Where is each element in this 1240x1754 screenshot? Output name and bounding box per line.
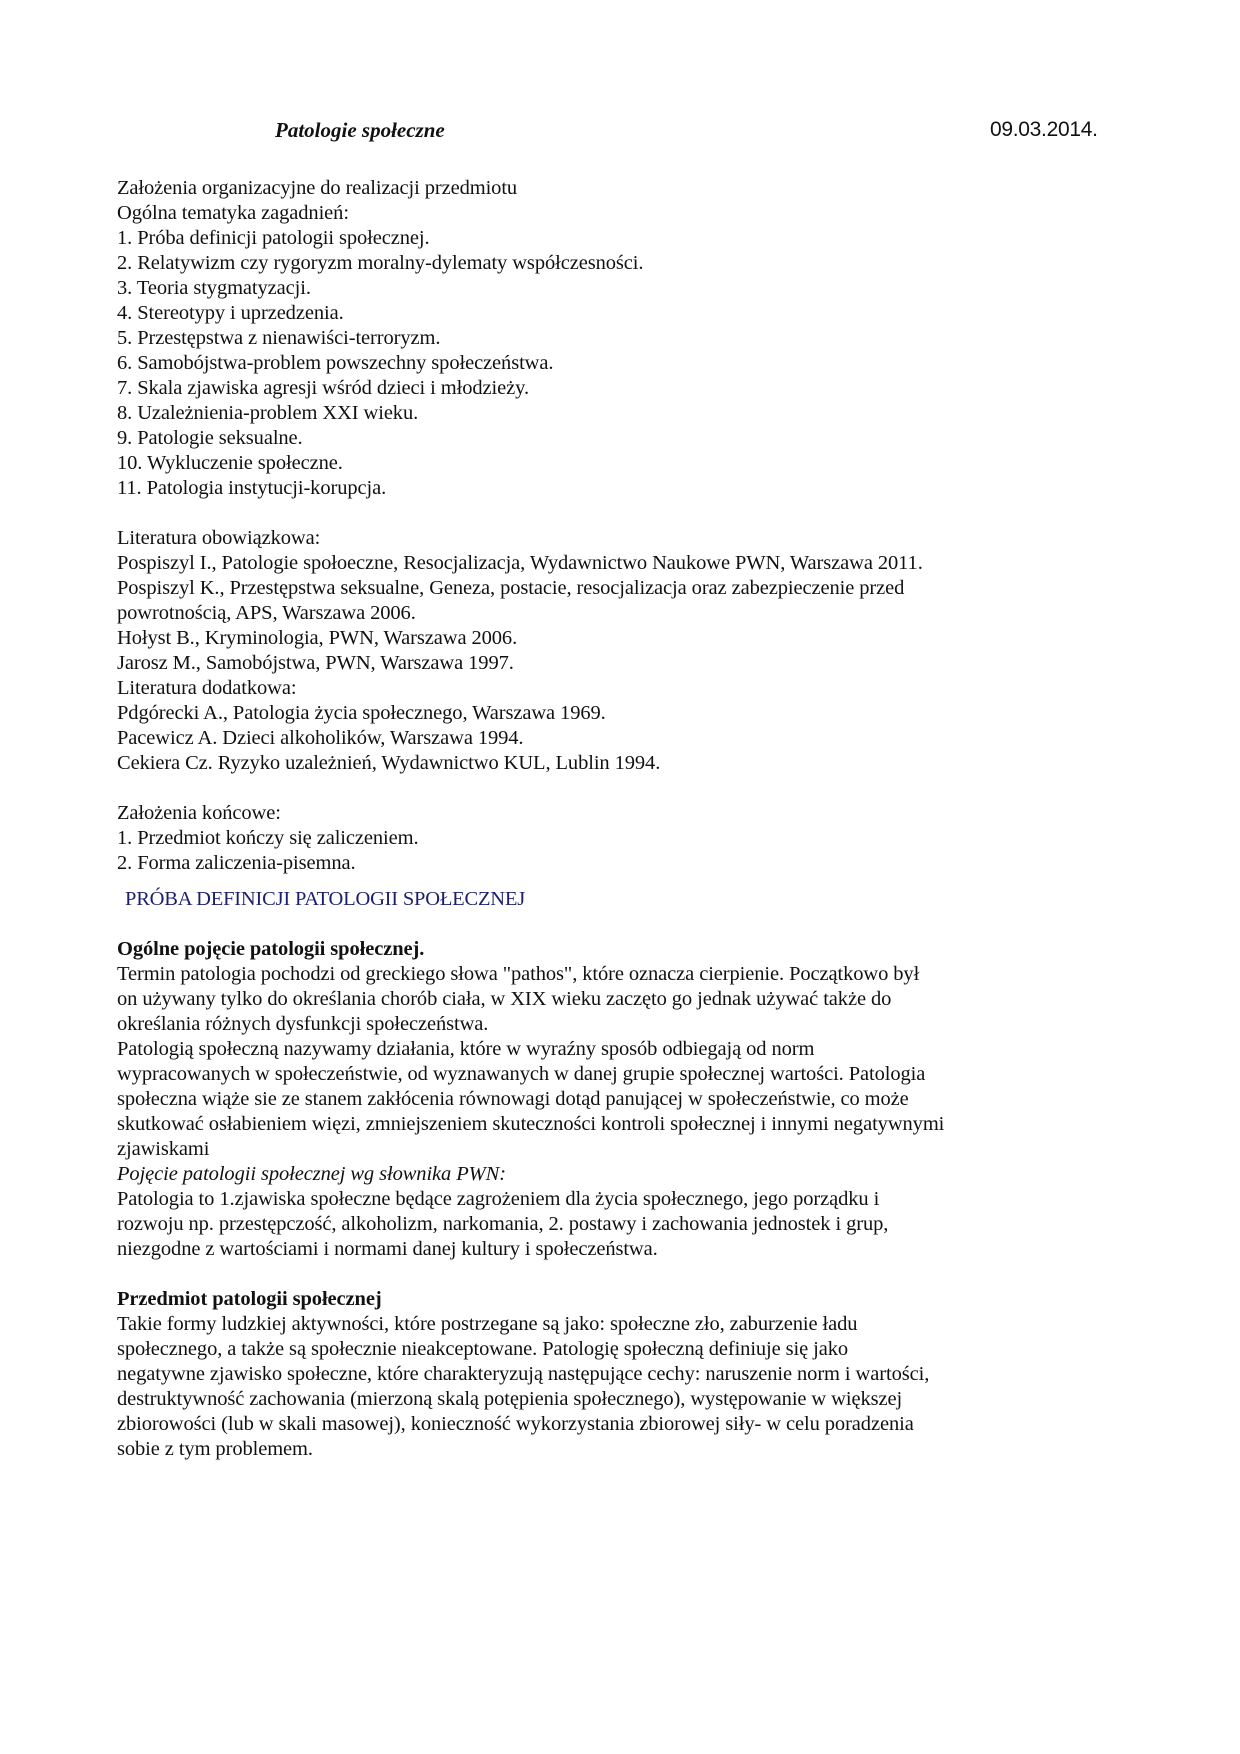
paragraph-line: negatywne zjawisko społeczne, które charakteryzują następujące cechy: naruszenie norm i wartości, [117, 1363, 930, 1385]
document-title: Patologie społeczne [275, 118, 445, 142]
paragraph-line: Termin patologia pochodzi od greckiego słowa "pathos", które oznacza cierpienie. Początkowo był [117, 963, 920, 985]
paragraph-line: rozwoju np. przestępczość, alkoholizm, narkomania, 2. postawy i zachowania jednostek i grup, [117, 1213, 889, 1235]
paragraph-line: skutkować osłabieniem więzi, zmniejszeniem skuteczności kontroli społecznej i innymi negatywnymi [117, 1113, 945, 1135]
pwn-definition-heading: Pojęcie patologii społecznej wg słownika PWN: [117, 1163, 506, 1185]
general-concept-heading: Ogólne pojęcie patologii społecznej. [117, 938, 425, 960]
list-item: powrotnością, APS, Warszawa 2006. [117, 602, 416, 624]
list-item: Pospiszyl I., Patologie społoeczne, Resocjalizacja, Wydawnictwo Naukowe PWN, Warszawa 2011. [117, 552, 923, 574]
paragraph-line: społecznego, a także są społecznie nieakceptowane. Patologię społeczną definiuje się jako [117, 1338, 849, 1360]
list-item: 8. Uzależnienia-problem XXI wieku. [117, 402, 419, 424]
list-item: 1. Próba definicji patologii społecznej. [117, 227, 430, 249]
list-item: 11. Patologia instytucji-korupcja. [117, 477, 387, 499]
list-item: 3. Teoria stygmatyzacji. [117, 277, 311, 299]
list-item: Jarosz M., Samobójstwa, PWN, Warszawa 1997. [117, 652, 514, 674]
list-item: 2. Relatywizm czy rygoryzm moralny-dylematy współczesności. [117, 252, 644, 274]
list-item: Hołyst B., Kryminologia, PWN, Warszawa 2006. [117, 627, 518, 649]
paragraph-line: określania różnych dysfunkcji społeczeństwa. [117, 1013, 489, 1035]
paragraph-line: on używany tylko do określania chorób ciała, w XIX wieku zaczęto go jednak używać także do [117, 988, 892, 1010]
list-item: 5. Przestępstwa z nienawiści-terroryzm. [117, 327, 441, 349]
additional-literature-heading: Literatura dodatkowa: [117, 677, 297, 699]
topics-heading: Ogólna tematyka zagadnień: [117, 202, 349, 224]
required-literature-heading: Literatura obowiązkowa: [117, 527, 321, 549]
document-date: 09.03.2014. [990, 118, 1098, 141]
paragraph-line: społeczna wiąże sie ze stanem zakłócenia równowagi dotąd panującej w społeczeństwie, co może [117, 1088, 909, 1110]
list-item: Pdgórecki A., Patologia życia społecznego, Warszawa 1969. [117, 702, 606, 724]
list-item: 2. Forma zaliczenia-pisemna. [117, 852, 356, 874]
paragraph-line: niezgodne z wartościami i normami danej kultury i społeczeństwa. [117, 1238, 658, 1260]
final-assumptions-heading: Założenia końcowe: [117, 802, 281, 824]
paragraph-line: zbiorowości (lub w skali masowej), konieczność wykorzystania zbiorowej siły- w celu poradzenia [117, 1413, 914, 1435]
list-item: 1. Przedmiot kończy się zaliczeniem. [117, 827, 419, 849]
list-item: Cekiera Cz. Ryzyko uzależnień, Wydawnictwo KUL, Lublin 1994. [117, 752, 661, 774]
paragraph-line: zjawiskami [117, 1138, 210, 1160]
paragraph-line: sobie z tym problemem. [117, 1438, 313, 1460]
list-item: 7. Skala zjawiska agresji wśród dzieci i młodzieży. [117, 377, 529, 399]
paragraph-line: Patologia to 1.zjawiska społeczne będące zagrożeniem dla życia społecznego, jego porządku i [117, 1188, 880, 1210]
list-item: Pacewicz A. Dzieci alkoholików, Warszawa 1994. [117, 727, 524, 749]
paragraph-line: Takie formy ludzkiej aktywności, które postrzegane są jako: społeczne zło, zaburzenie ładu [117, 1313, 858, 1335]
list-item: 9. Patologie seksualne. [117, 427, 303, 449]
list-item: 10. Wykluczenie społeczne. [117, 452, 343, 474]
subject-heading: Przedmiot patologii społecznej [117, 1288, 382, 1310]
organizational-assumptions: Założenia organizacyjne do realizacji przedmiotu [117, 177, 518, 199]
list-item: 6. Samobójstwa-problem powszechny społeczeństwa. [117, 352, 554, 374]
list-item: 4. Stereotypy i uprzedzenia. [117, 302, 344, 324]
paragraph-line: destruktywność zachowania (mierzoną skalą potępienia społecznego), występowanie w większej [117, 1388, 903, 1410]
list-item: Pospiszyl K., Przestępstwa seksualne, Geneza, postacie, resocjalizacja oraz zabezpieczenie przed [117, 577, 905, 599]
paragraph-line: wypracowanych w społeczeństwie, od wyznawanych w danej grupie społecznej wartości. Patologia [117, 1063, 926, 1085]
paragraph-line: Patologią społeczną nazywamy działania, które w wyraźny sposób odbiegają od norm [117, 1038, 815, 1060]
section-heading: PRÓBA DEFINICJI PATOLOGII SPOŁECZNEJ [125, 888, 526, 910]
